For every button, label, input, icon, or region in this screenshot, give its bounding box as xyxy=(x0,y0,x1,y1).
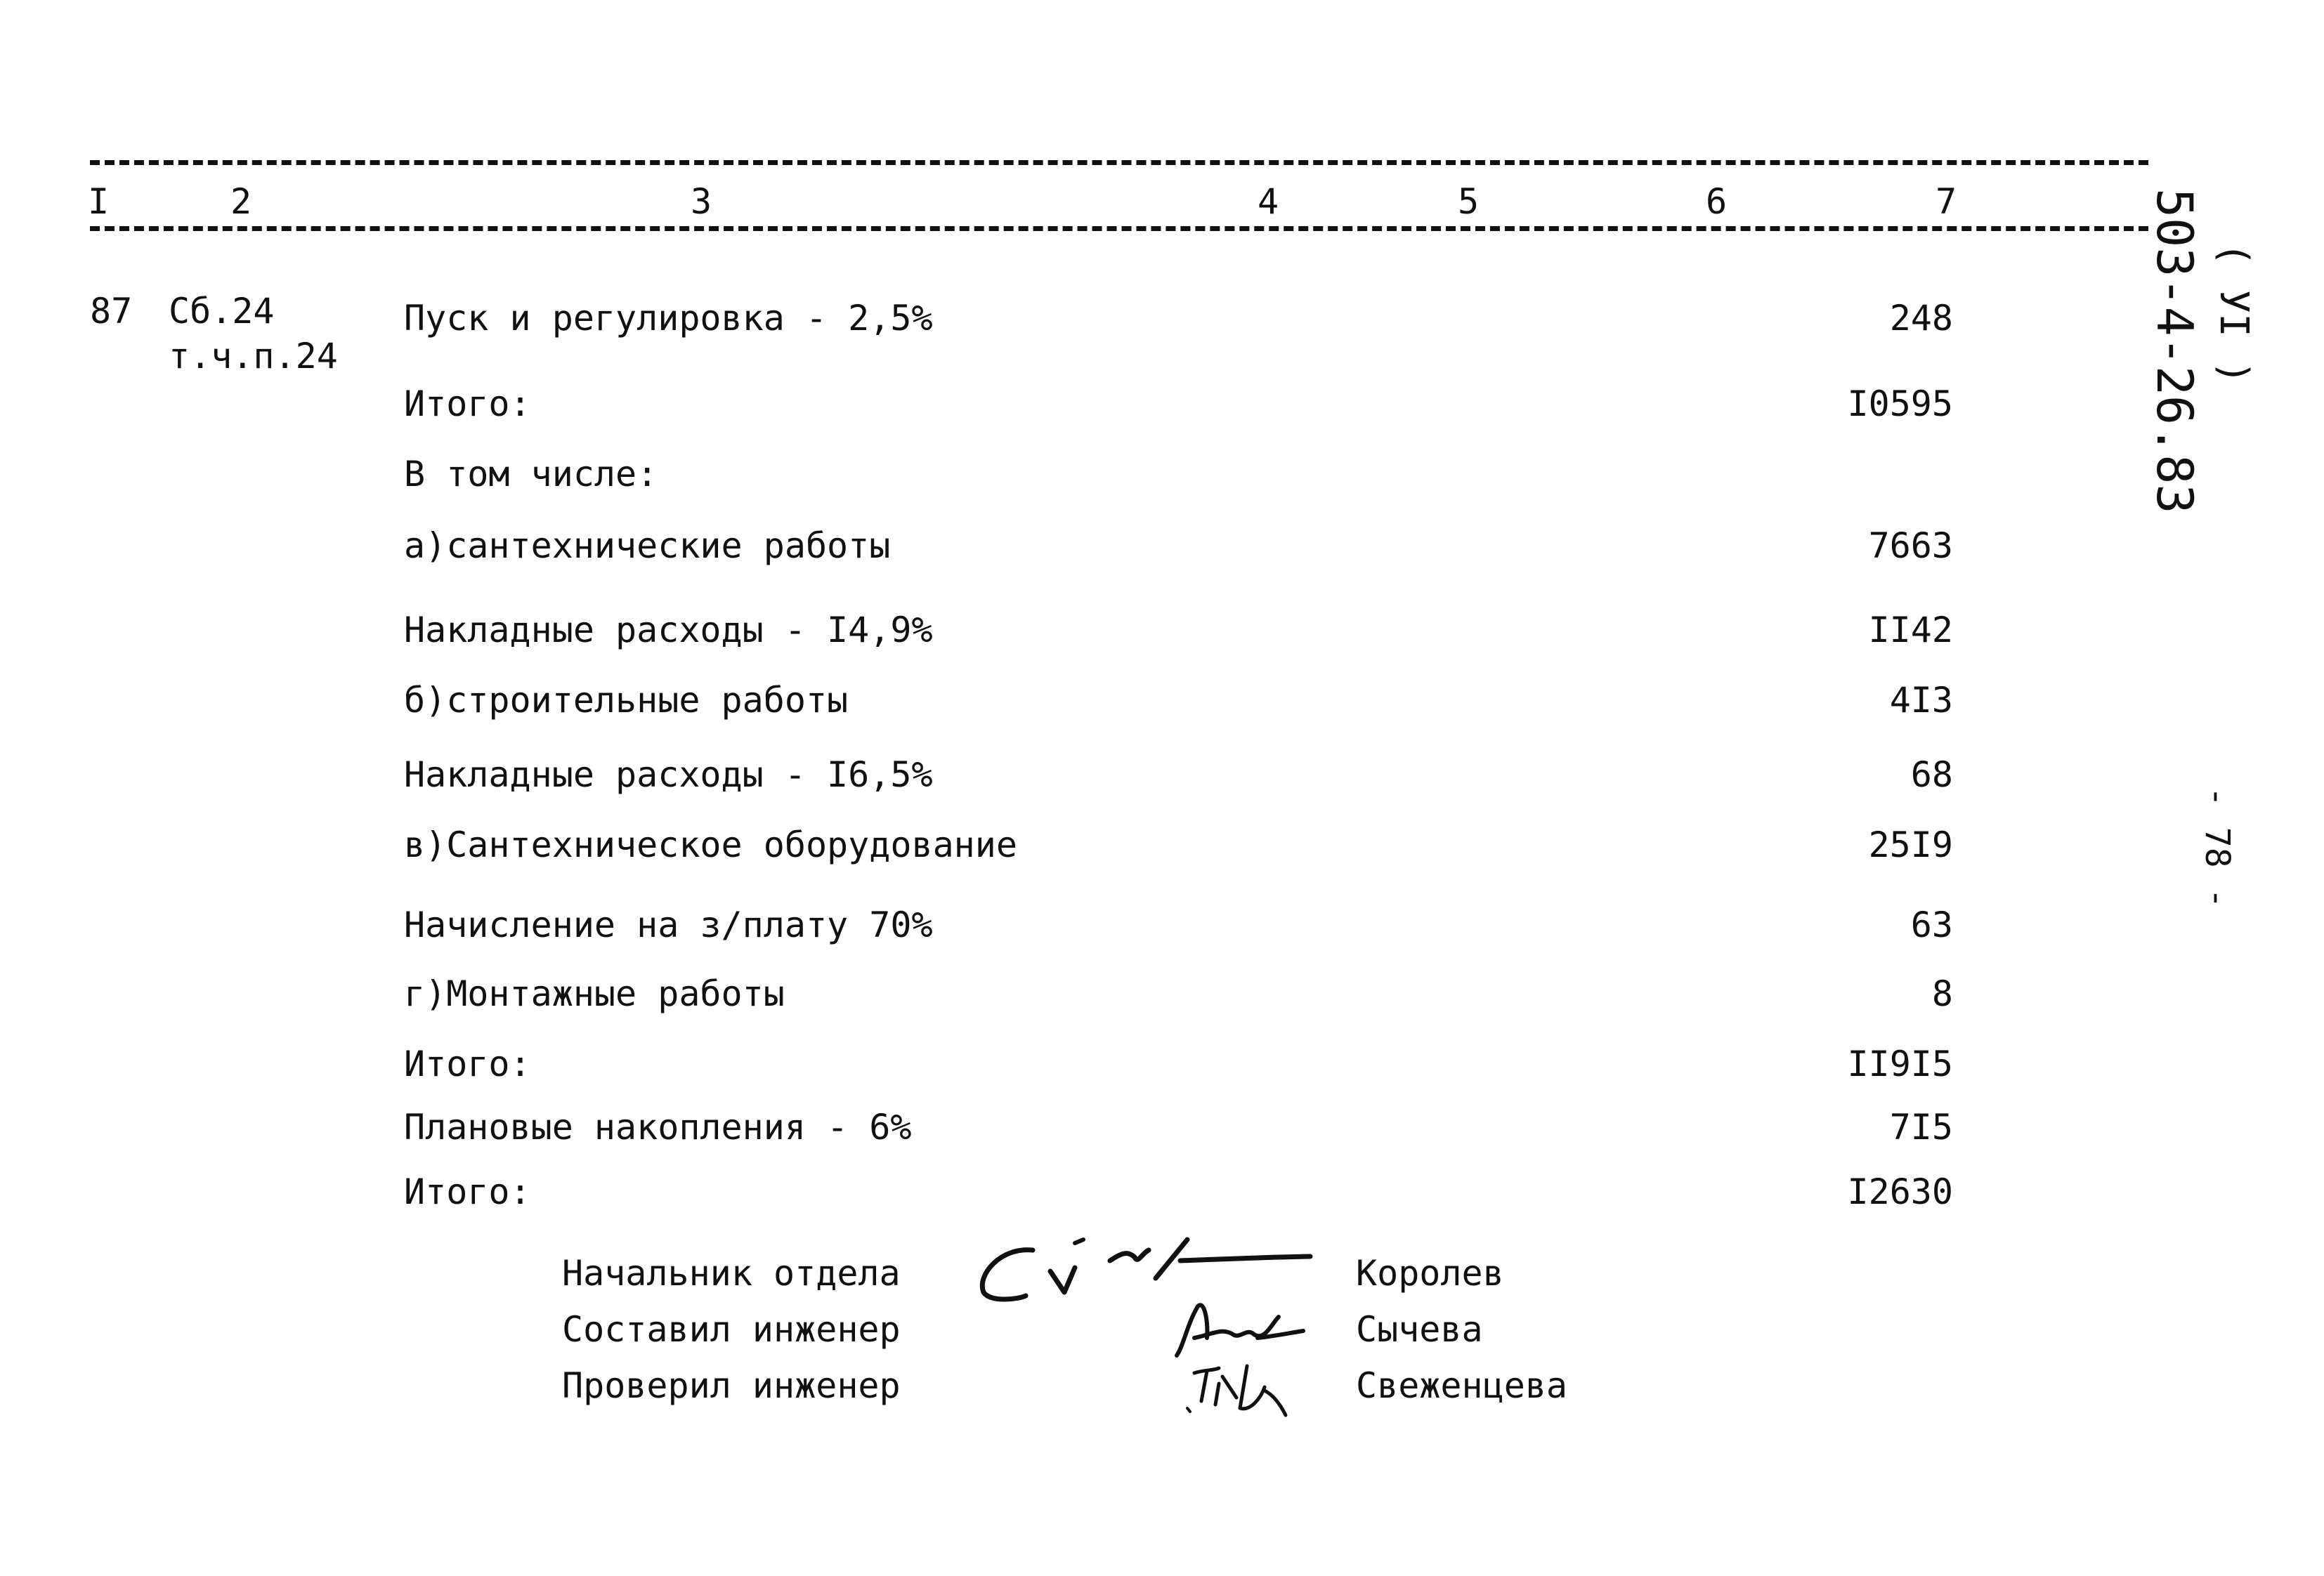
header-bottom-rule xyxy=(90,226,2148,231)
line-value: II42 xyxy=(1868,610,1953,650)
column-header-7: 7 xyxy=(1935,181,1957,222)
line-value: 248 xyxy=(1889,298,1953,339)
line-label: Пуск и регулировка - 2,5% xyxy=(404,298,933,339)
line-label: а)сантехнические работы xyxy=(404,525,891,566)
column-header-4: 4 xyxy=(1258,181,1279,222)
header-top-rule xyxy=(90,160,2148,165)
line-value: II9I5 xyxy=(1847,1044,1953,1084)
line-value: I2630 xyxy=(1847,1171,1953,1212)
signature-role: Начальник отдела xyxy=(562,1253,901,1294)
handwritten-signature-2 xyxy=(1166,1296,1307,1359)
line-label: Итого: xyxy=(404,1171,531,1212)
line-label: Итого: xyxy=(404,383,531,424)
line-label: в)Сантехническое оборудование xyxy=(404,825,1017,865)
column-header-3: 3 xyxy=(691,181,712,222)
signature-name: Свеженцева xyxy=(1356,1365,1568,1406)
column-header-6: 6 xyxy=(1706,181,1728,222)
row-number: 87 xyxy=(90,291,133,331)
signature-name: Сычева xyxy=(1356,1309,1483,1350)
document-code: 503-4-26.83 xyxy=(2146,188,2203,514)
signature-role: Составил инженер xyxy=(562,1309,901,1350)
column-header-2: 2 xyxy=(230,181,252,222)
line-value: 7663 xyxy=(1868,525,1953,566)
line-value: 25I9 xyxy=(1868,825,1953,865)
line-label: б)строительные работы xyxy=(404,680,849,721)
section-marker: ( УI ) xyxy=(2211,242,2257,385)
line-value: I0595 xyxy=(1847,383,1953,424)
column-header-1: I xyxy=(88,181,110,222)
line-value: 63 xyxy=(1910,905,1953,945)
line-value: 7I5 xyxy=(1889,1107,1953,1148)
row-ref-line1: Сб.24 xyxy=(169,291,275,331)
handwritten-signature-3 xyxy=(1180,1355,1307,1422)
line-value: 8 xyxy=(1931,973,1953,1014)
line-label: Итого: xyxy=(404,1044,531,1084)
page-number: - 78 - xyxy=(2198,787,2237,909)
line-label: г)Монтажные работы xyxy=(404,973,785,1014)
line-value: 4I3 xyxy=(1889,680,1953,721)
column-header-5: 5 xyxy=(1458,181,1480,222)
line-label: В том числе: xyxy=(404,454,658,494)
signature-role: Проверил инженер xyxy=(562,1365,901,1406)
signature-name: Королев xyxy=(1356,1253,1504,1294)
line-label: Накладные расходы - I4,9% xyxy=(404,610,933,650)
line-label: Начисление на з/плату 70% xyxy=(404,905,933,945)
line-value: 68 xyxy=(1910,754,1953,795)
line-label: Плановые накопления - 6% xyxy=(404,1107,912,1148)
line-label: Накладные расходы - I6,5% xyxy=(404,754,933,795)
row-ref-line2: т.ч.п.24 xyxy=(169,336,338,376)
